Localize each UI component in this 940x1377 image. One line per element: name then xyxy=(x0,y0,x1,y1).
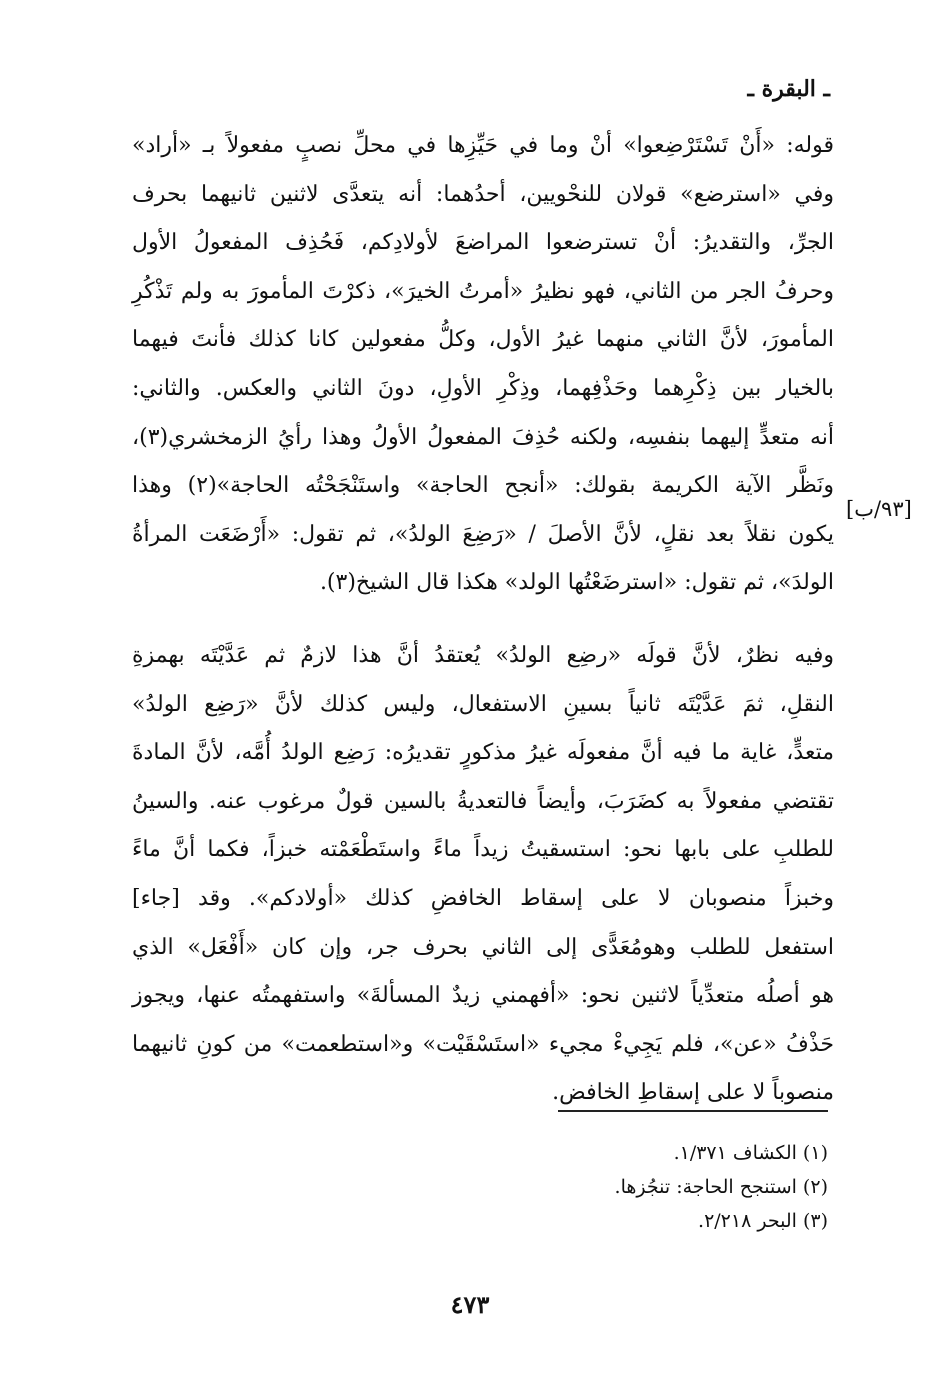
footnote: (١) الكشاف ١/٣٧١. xyxy=(673,1142,828,1164)
footnotes xyxy=(408,1136,828,1238)
running-header: ـ البقرة ـ xyxy=(747,76,830,102)
text-line: منصوباً لا على إسقاطِ الخافض. xyxy=(552,1080,834,1106)
text-line: الولدَ»، ثم تقول: «استرضَعْتُها الولد» هكذا قال الشيخ(٣). xyxy=(319,570,834,596)
text-line: استفعل للطلب وهومُعَدًّى إلى الثاني بحرف جر، وإن كان «أَفْعَل» الذي xyxy=(132,934,834,960)
text-line: يكون نقلاً بعد نقلٍ، لأنَّ الأصلَ / «رَضِعَ الولدُ»، ثم تقول: «أَرْضَعَت المرأةُ xyxy=(132,521,834,547)
text-line: للطلبِ على بابها نحو: استسقيتُ زيداً ماءً واستَطْعَمْته خبزاً، فكما أنَّ ماءً xyxy=(132,837,834,863)
text-line: قوله: «أَنْ تَسْتَرْضِعوا» أنْ وما في حَيِّزِها في محلِّ نصبٍ مفعولاً بـ «أراد» xyxy=(132,133,834,158)
text-line: وفيه نظرٌ، لأنَّ قولَه «رضِع الولدُ» يُعتقدُ أنَّ هذا لازمٌ ثم عَدَّيْتَه بهمزةِ xyxy=(132,642,834,668)
page-number: ٤٧٣ xyxy=(450,1290,490,1319)
text-line: هو أصلُه متعدِّياً لاثنين نحو: «أفهمني زيدٌ المسألةَ» واستفهمتُه عنها، ويجوز xyxy=(132,983,834,1009)
text-line: بالخيار بين ذِكْرِهما وحَذْفِهما، وذِكْرِ الأولِ، دونَ الثاني والعكس. والثاني: xyxy=(132,375,834,401)
text-line: وفي «استرضع» قولان للنحْويين، أحدُهما: أنه يتعدَّى لاثنين ثانيهما بحرف xyxy=(132,181,834,207)
text-line: ونَظَّر الآية الكريمة بقولك: «أنجح الحاجة» واستَنْجَحْتُه الحاجة»(٢) وهذا xyxy=(132,473,834,499)
text-line: أنه متعدٍّ إليهما بنفسِه، ولكنه حُذِفَ المفعولُ الأولُ وهذا رأيُ الزمخشري(٣)، xyxy=(132,424,834,450)
main-text xyxy=(132,122,834,1118)
manuscript-folio-marker: [٩٣/ب] xyxy=(846,497,912,521)
text-line: متعدٍّ، غاية ما فيه أنَّ مفعولَه غيرُ مذكورٍ تقديرُه: رَضِع الولدُ أُمَّه، لأنَّ المادةَ xyxy=(132,740,834,766)
text-line: وحرفُ الجر من الثاني، فهو نظيرُ «أمرتُ الخيرَ»، ذكرْتَ المأمورَ به ولم تَذْكُرِ xyxy=(132,278,834,304)
footnote-separator xyxy=(558,1110,828,1112)
text-line: تقتضي مفعولاً به كضَرَبَ، وأيضاً فالتعديةُ بالسين قولٌ مرغوب عنه. والسينُ xyxy=(132,788,834,814)
footnote: (٣) البحر ٢/٢١٨. xyxy=(698,1210,828,1232)
text-line: النقلِ، ثمَ عَدَّيْتَه ثانياً بسينِ الاستفعال، وليس كذلك لأنَّ «رَضِع الولدُ» xyxy=(132,691,834,717)
text-line: حَذْفُ «عن»، فلم يَجِيءْ مجيء «استَسْقَيْت» و«استطعمت» من كونِ ثانيهما xyxy=(132,1031,834,1057)
paragraph-2 xyxy=(132,632,834,1118)
paragraph-1 xyxy=(132,122,834,608)
text-line: الجرِّ، والتقديرُ: أنْ تسترضعوا المراضعَ لأولادِكم، فَحُذِف المفعولُ الأول xyxy=(132,230,834,256)
text-line: وخبزاً منصوبان لا على إسقاط الخافضِ كذلك «أولادكم». وقد [جاء] xyxy=(132,885,834,911)
footnote: (٢) استنجح الحاجة: تنجُزها. xyxy=(614,1176,828,1198)
text-line: المأمورَ، لأنَّ الثاني منهما غيرُ الأول، وكلُّ مفعولين كانا كذلك فأنتَ فيهما xyxy=(132,327,834,353)
